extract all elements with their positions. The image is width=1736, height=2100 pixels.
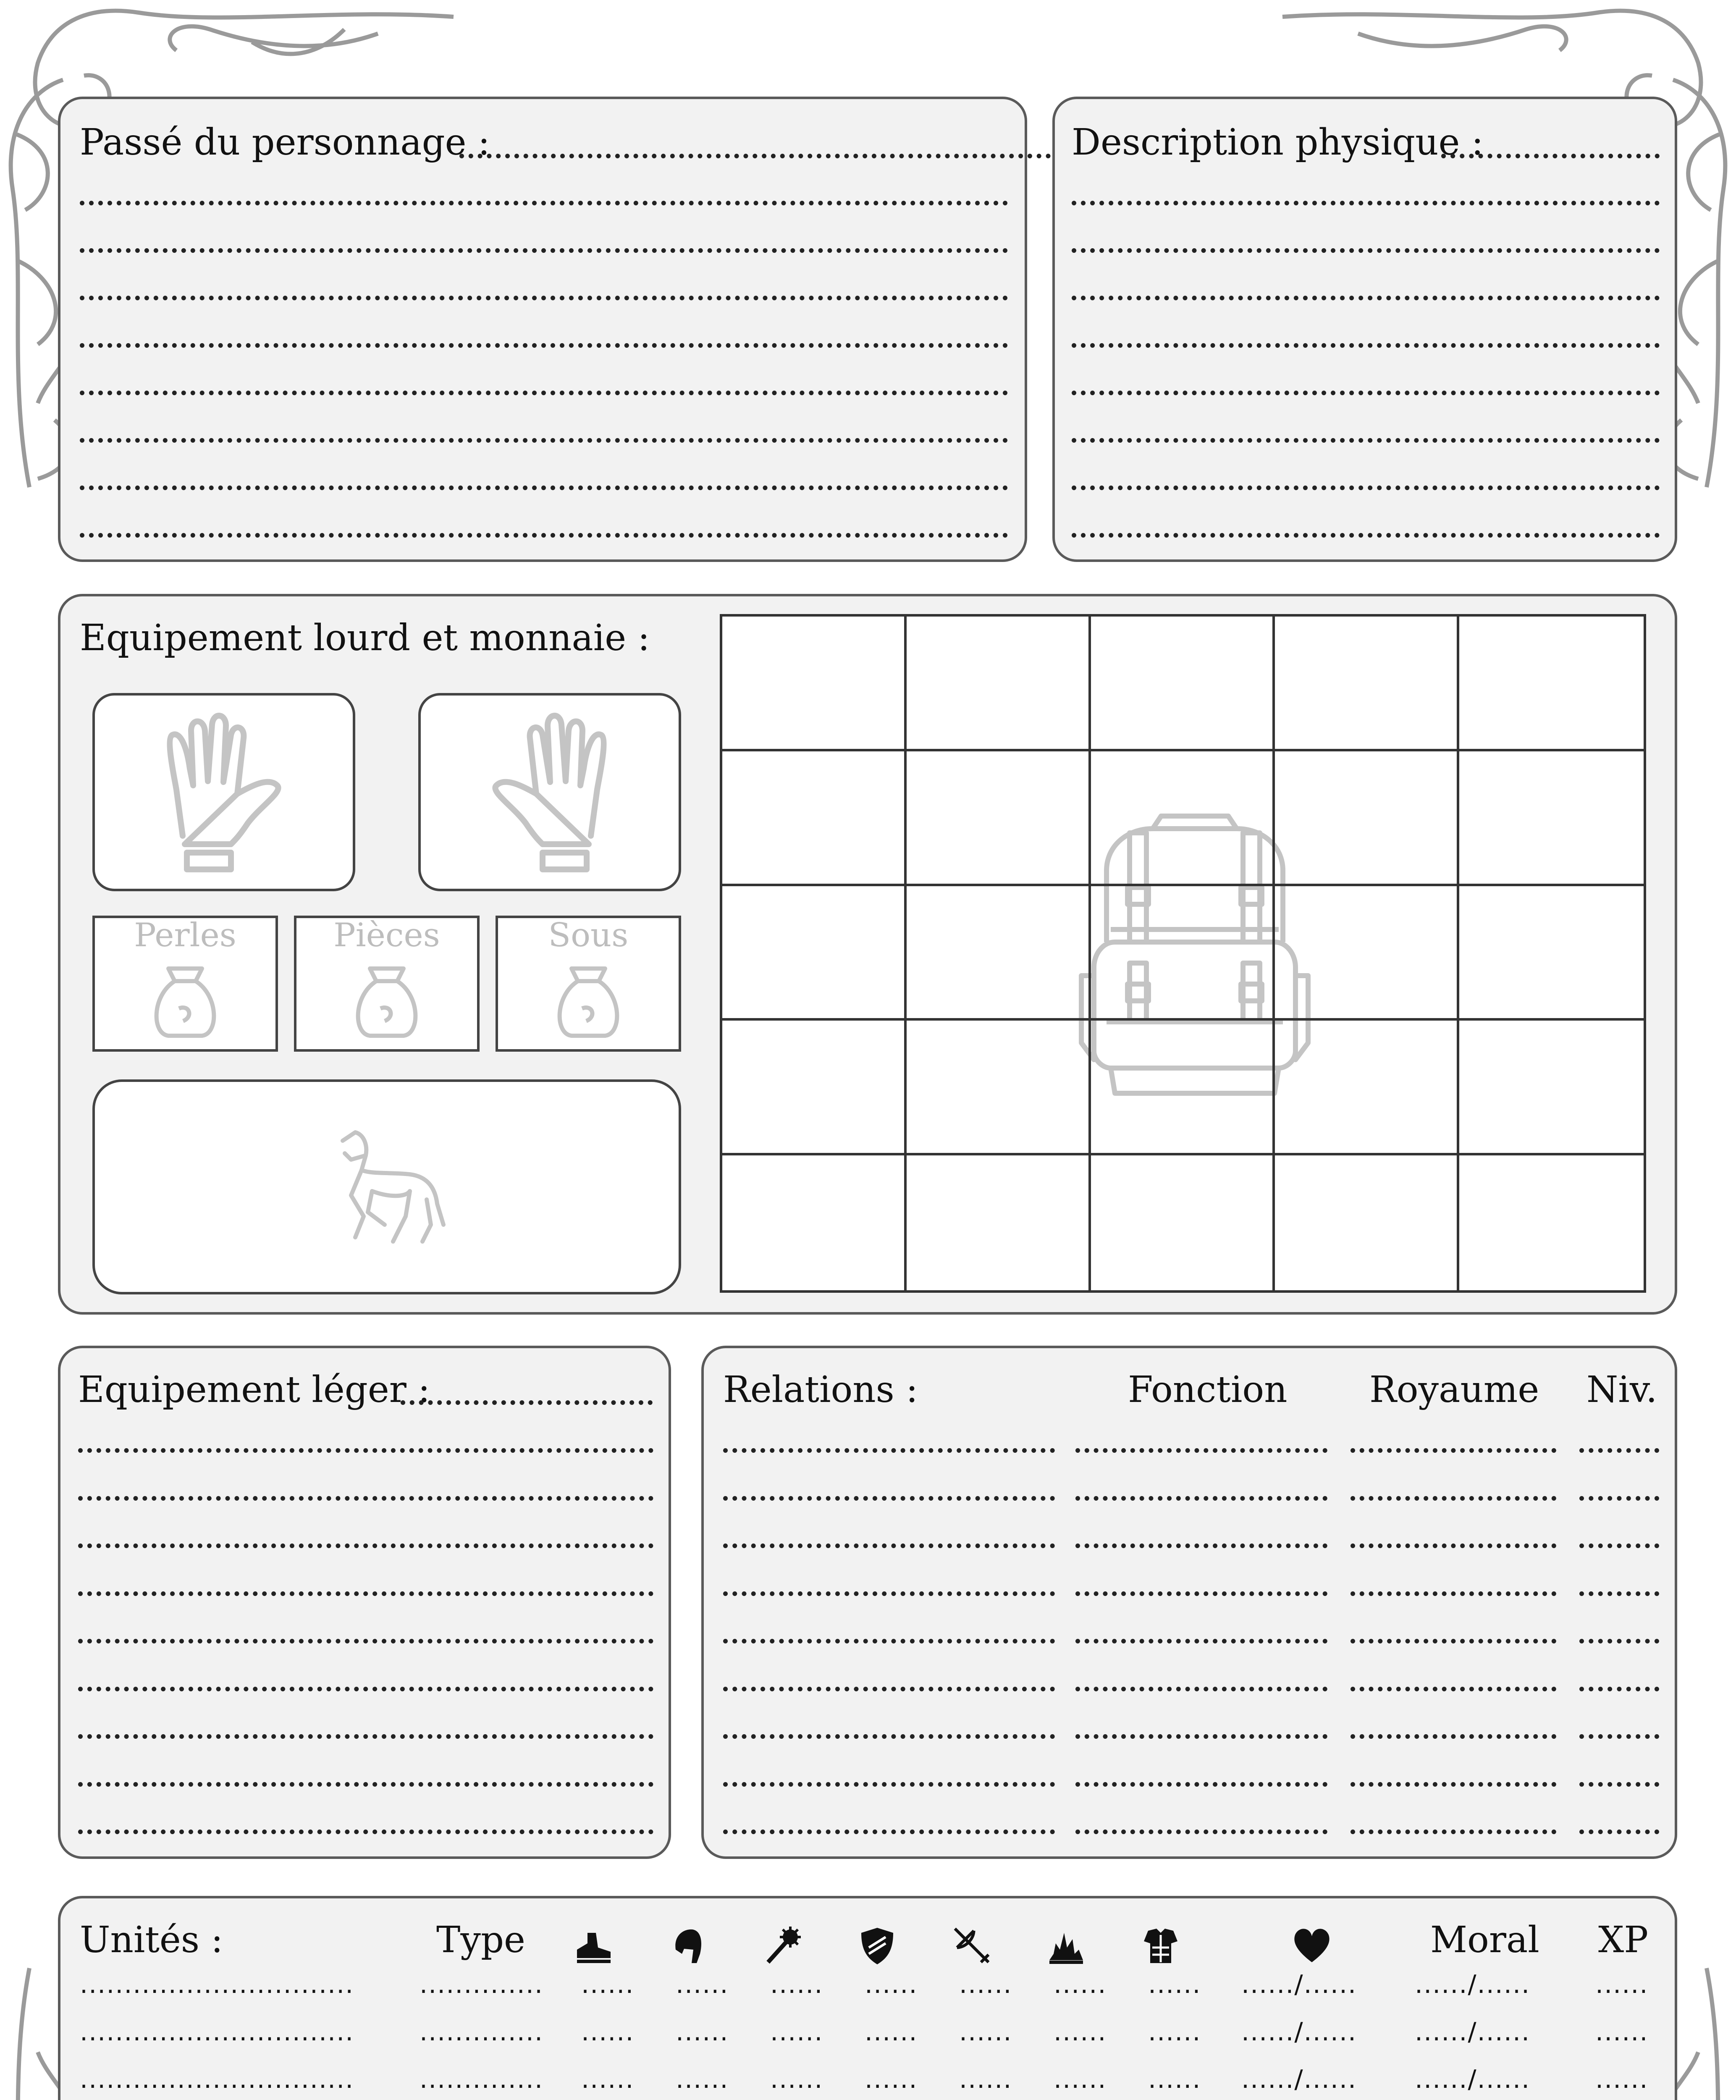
background-panel — [58, 97, 1027, 562]
relations-line-col3[interactable] — [1351, 1544, 1556, 1548]
backpack-grid-cell[interactable] — [907, 1021, 1091, 1155]
unit-xp-cell[interactable]: ...... — [1595, 1970, 1649, 1999]
unit-defense-cell[interactable]: ...... — [676, 2017, 729, 2047]
physical-title: Description physique : — [1072, 121, 1484, 163]
backpack-grid-cell[interactable] — [1091, 751, 1275, 886]
relations-line-col4[interactable] — [1579, 1782, 1659, 1787]
unit-health-cell[interactable]: ....../...... — [1241, 2065, 1357, 2094]
heavy-equipment-panel — [58, 594, 1677, 1315]
background-title: Passé du personnage : — [80, 121, 490, 163]
backpack-grid-cell[interactable] — [722, 1155, 907, 1290]
relations-line-col1[interactable] — [723, 1639, 1055, 1643]
light-equipment-panel — [58, 1346, 671, 1859]
heart-icon — [1291, 1924, 1333, 1966]
relations-line-col3[interactable] — [1351, 1830, 1556, 1834]
backpack-grid — [720, 614, 1646, 1293]
backpack-grid-cell[interactable] — [722, 751, 907, 886]
right-hand-icon — [418, 693, 681, 891]
unit-range-cell[interactable]: ...... — [959, 2017, 1012, 2047]
relations-line-col1[interactable] — [723, 1544, 1055, 1548]
money-bag-icon — [546, 958, 630, 1042]
light-equipment-line[interactable] — [78, 1830, 653, 1834]
light-equipment-line[interactable] — [78, 1734, 653, 1739]
physical-line[interactable] — [1072, 296, 1660, 300]
backpack-grid-cell[interactable] — [907, 1155, 1091, 1290]
relations-line-col3[interactable] — [1351, 1734, 1556, 1739]
relations-line-col1[interactable] — [723, 1591, 1055, 1596]
unit-movement-cell[interactable]: ...... — [581, 2017, 635, 2047]
backpack-grid-cell[interactable] — [1459, 751, 1644, 886]
backpack-grid-cell[interactable] — [1275, 1155, 1459, 1290]
heavy-equipment-title: Equipement lourd et monnaie : — [80, 617, 650, 659]
backpack-grid-cell[interactable] — [1091, 886, 1275, 1021]
unit-protection-cell[interactable]: ...... — [865, 2017, 918, 2047]
relations-line-col2[interactable] — [1075, 1830, 1327, 1834]
backpack-grid-cell[interactable] — [1459, 1155, 1644, 1290]
unit-morale-cell[interactable]: ....../...... — [1415, 2017, 1531, 2047]
relations-line-col4[interactable] — [1579, 1687, 1659, 1691]
backpack-grid-cell[interactable] — [1091, 617, 1275, 751]
unit-armor-cell[interactable]: ...... — [1148, 2065, 1201, 2094]
relations-line-col2[interactable] — [1075, 1544, 1327, 1548]
unit-type-cell[interactable]: .............. — [420, 2017, 544, 2047]
physical-title-line[interactable] — [1441, 154, 1660, 158]
physical-line[interactable] — [1072, 248, 1660, 253]
unit-attack-cell[interactable]: ...... — [770, 1970, 823, 1999]
relations-line-col3[interactable] — [1351, 1782, 1556, 1787]
backpack-grid-cell[interactable] — [1091, 1021, 1275, 1155]
backpack-grid-cell[interactable] — [1275, 886, 1459, 1021]
relations-line-col2[interactable] — [1075, 1687, 1327, 1691]
relations-line-col2[interactable] — [1075, 1591, 1327, 1596]
unit-type-cell[interactable]: .............. — [420, 2065, 544, 2094]
light-equipment-title-line[interactable] — [401, 1400, 653, 1405]
relations-line-col3[interactable] — [1351, 1639, 1556, 1643]
background-title-line[interactable] — [459, 154, 1060, 158]
relations-header-royaume: Royaume — [1369, 1369, 1539, 1411]
backpack-grid-cell[interactable] — [1275, 617, 1459, 751]
purse-perles-label: Perles — [134, 916, 236, 954]
unit-name-cell[interactable]: ............................... — [80, 2017, 354, 2047]
relations-line-col3[interactable] — [1351, 1448, 1556, 1453]
light-equipment-line[interactable] — [78, 1782, 653, 1787]
unit-range-cell[interactable]: ...... — [959, 2065, 1012, 2094]
physical-line[interactable] — [1072, 391, 1660, 395]
backpack-grid-cell[interactable] — [722, 1021, 907, 1155]
background-line[interactable] — [80, 248, 1008, 253]
physical-line[interactable] — [1072, 533, 1660, 538]
relations-line-col4[interactable] — [1579, 1448, 1659, 1453]
background-line[interactable] — [80, 201, 1008, 205]
unit-defense-cell[interactable]: ...... — [676, 1970, 729, 1999]
light-equipment-line[interactable] — [78, 1448, 653, 1453]
backpack-grid-cell[interactable] — [1091, 1155, 1275, 1290]
unit-movement-cell[interactable]: ...... — [581, 2065, 635, 2094]
light-equipment-line[interactable] — [78, 1639, 653, 1643]
relations-header-niv: Niv. — [1587, 1369, 1657, 1411]
unit-fire-cell[interactable]: ...... — [1054, 1970, 1107, 1999]
unit-xp-cell[interactable]: ...... — [1595, 2017, 1649, 2047]
purse-pieces-label: Pièces — [333, 916, 440, 954]
purse-pieces[interactable] — [294, 916, 480, 1052]
unit-fire-cell[interactable]: ...... — [1054, 2017, 1107, 2047]
relations-header-fonction: Fonction — [1128, 1369, 1288, 1411]
backpack-grid-cell[interactable] — [1275, 1021, 1459, 1155]
unit-health-cell[interactable]: ....../...... — [1241, 2017, 1357, 2047]
background-line[interactable] — [80, 438, 1008, 443]
light-equipment-line[interactable] — [78, 1687, 653, 1691]
relations-line-col2[interactable] — [1075, 1496, 1327, 1501]
unit-attack-cell[interactable]: ...... — [770, 2017, 823, 2047]
relations-line-col1[interactable] — [723, 1496, 1055, 1501]
background-line[interactable] — [80, 533, 1008, 538]
unit-name-cell[interactable]: ............................... — [80, 2065, 354, 2094]
crossbow-icon — [951, 1924, 993, 1966]
relations-line-col1[interactable] — [723, 1830, 1055, 1834]
units-header-type: Type — [436, 1919, 525, 1961]
purse-sous-label: Sous — [548, 916, 629, 954]
money-bag-icon — [345, 958, 429, 1042]
unit-protection-cell[interactable]: ...... — [865, 1970, 918, 1999]
shield-icon — [856, 1924, 898, 1966]
backpack-grid-cell[interactable] — [1459, 886, 1644, 1021]
mount-slot[interactable] — [92, 1079, 681, 1294]
light-equipment-title: Equipement léger : — [78, 1369, 430, 1411]
units-title: Unités : — [80, 1919, 223, 1961]
unit-range-cell[interactable]: ...... — [959, 1970, 1012, 1999]
backpack-grid-cell[interactable] — [1275, 751, 1459, 886]
background-line[interactable] — [80, 391, 1008, 395]
light-equipment-line[interactable] — [78, 1496, 653, 1501]
purse-perles[interactable] — [92, 916, 278, 1052]
units-header-moral: Moral — [1430, 1919, 1539, 1961]
unit-xp-cell[interactable]: ...... — [1595, 2065, 1649, 2094]
armor-icon — [1140, 1924, 1182, 1966]
relations-line-col3[interactable] — [1351, 1591, 1556, 1596]
relations-line-col4[interactable] — [1579, 1639, 1659, 1643]
relations-line-col4[interactable] — [1579, 1496, 1659, 1501]
unit-attack-cell[interactable]: ...... — [770, 2065, 823, 2094]
relations-line-col2[interactable] — [1075, 1734, 1327, 1739]
physical-line[interactable] — [1072, 486, 1660, 490]
backpack-grid-cell[interactable] — [907, 751, 1091, 886]
background-line[interactable] — [80, 486, 1008, 490]
backpack-grid-cell[interactable] — [1459, 1021, 1644, 1155]
units-header-xp: XP — [1598, 1919, 1649, 1961]
relations-panel — [701, 1346, 1677, 1859]
relations-line-col3[interactable] — [1351, 1496, 1556, 1501]
relations-line-col1[interactable] — [723, 1448, 1055, 1453]
left-hand-slot[interactable] — [92, 693, 355, 891]
helmet-icon — [667, 1924, 709, 1966]
unit-protection-cell[interactable]: ...... — [865, 2065, 918, 2094]
physical-line[interactable] — [1072, 343, 1660, 348]
relations-line-col1[interactable] — [723, 1734, 1055, 1739]
relations-line-col4[interactable] — [1579, 1830, 1659, 1834]
physical-line[interactable] — [1072, 201, 1660, 205]
relations-line-col2[interactable] — [1075, 1782, 1327, 1787]
unit-health-cell[interactable]: ....../...... — [1241, 1970, 1357, 1999]
unit-armor-cell[interactable]: ...... — [1148, 2017, 1201, 2047]
physical-panel — [1052, 97, 1677, 562]
unit-defense-cell[interactable]: ...... — [676, 2065, 729, 2094]
physical-line[interactable] — [1072, 438, 1660, 443]
unit-morale-cell[interactable]: ....../...... — [1415, 2065, 1531, 2094]
unit-armor-cell[interactable]: ...... — [1148, 1970, 1201, 1999]
unit-fire-cell[interactable]: ...... — [1054, 2065, 1107, 2094]
relations-line-col4[interactable] — [1579, 1591, 1659, 1596]
mace-icon — [762, 1924, 804, 1966]
unit-movement-cell[interactable]: ...... — [581, 1970, 635, 1999]
boot-icon — [573, 1924, 615, 1966]
unit-type-cell[interactable]: .............. — [420, 1970, 544, 1999]
backpack-grid-cell[interactable] — [1459, 617, 1644, 751]
horse-icon — [326, 1124, 452, 1250]
unit-name-cell[interactable]: ............................... — [80, 1970, 354, 1999]
backpack-grid-cell[interactable] — [907, 617, 1091, 751]
backpack-grid-cell[interactable] — [722, 886, 907, 1021]
relations-line-col1[interactable] — [723, 1687, 1055, 1691]
background-line[interactable] — [80, 343, 1008, 348]
background-line[interactable] — [80, 296, 1008, 300]
relations-line-col4[interactable] — [1579, 1544, 1659, 1548]
money-bag-icon — [143, 958, 227, 1042]
light-equipment-line[interactable] — [78, 1544, 653, 1548]
backpack-grid-cell[interactable] — [907, 886, 1091, 1021]
units-panel — [58, 1896, 1677, 2100]
relations-line-col2[interactable] — [1075, 1448, 1327, 1453]
relations-line-col4[interactable] — [1579, 1734, 1659, 1739]
unit-morale-cell[interactable]: ....../...... — [1415, 1970, 1531, 1999]
relations-line-col1[interactable] — [723, 1782, 1055, 1787]
relations-line-col2[interactable] — [1075, 1639, 1327, 1643]
right-hand-slot[interactable] — [418, 693, 681, 891]
purse-sous[interactable] — [496, 916, 681, 1052]
light-equipment-line[interactable] — [78, 1591, 653, 1596]
relations-title: Relations : — [723, 1369, 918, 1411]
relations-line-col3[interactable] — [1351, 1687, 1556, 1691]
fire-icon — [1045, 1924, 1087, 1966]
left-hand-icon — [92, 693, 355, 891]
backpack-grid-cell[interactable] — [722, 617, 907, 751]
